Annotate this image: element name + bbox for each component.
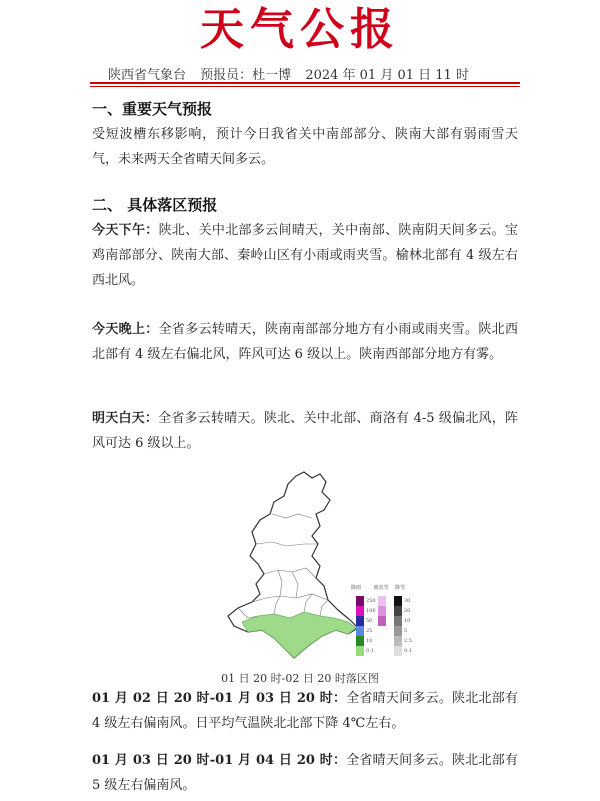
later-forecast-period: 01 月 03 日 20 时-01 月 04 日 20 时： (92, 753, 347, 768)
legend-snow-swatch (394, 596, 402, 606)
map-caption: 01 日 20 时-02 日 20 时落区图 (221, 672, 379, 685)
legend-rain-swatch (356, 646, 364, 656)
legend-rain-scale (356, 596, 364, 656)
legend-rain-swatch (356, 636, 364, 646)
page-title: 天气公报 (200, 4, 400, 55)
section-body-important: 受短波槽东移影响，预计今日我省关中南部部分、陕南大部有弱雨雪天气，未来两天全省晴天间多云。 (92, 127, 518, 167)
precipitation-map (208, 470, 418, 670)
legend-rain-tick: 250 (366, 598, 376, 604)
legend-snow-swatch (394, 646, 402, 656)
later-forecast-text: 全省晴天间多云。陕北北部有 4 级左右偏南风。日平均气温陕北北部下降 4℃左右。 (92, 691, 518, 731)
forecast-item (92, 406, 518, 456)
legend-mix-swatch (378, 606, 386, 616)
issuing-org: 陕西省气象台 (108, 68, 187, 83)
issue-datetime: 2024 年 01 月 01 日 11 时 (305, 68, 469, 83)
legend-snow-swatch (394, 636, 402, 646)
legend-snow-tick: 0.1 (404, 648, 412, 654)
legend-snow-swatch (394, 626, 402, 636)
legend-snow-tick: 20 (404, 608, 411, 614)
legend-mix-scale (378, 596, 386, 626)
later-forecast-item (92, 748, 518, 798)
legend-snow-swatch (394, 606, 402, 616)
legend-snow-tick: 10 (404, 618, 411, 624)
forecast-item-label: 明天白天： (92, 411, 159, 426)
legend-snow-scale (394, 596, 402, 656)
legend-rain-swatch (356, 616, 364, 626)
legend-rain-tick: 0.1 (366, 648, 374, 654)
legend-mix-swatch (378, 616, 386, 626)
legend-rain-heading: 降雨 (350, 585, 361, 591)
section-heading-detail: 二、 具体落区预报 (92, 196, 218, 214)
forecast-item-text: 全省多云转晴天，陕南南部部分地方有小雨或雨夹雪。陕北西北部有 4 级左右偏北风，阵风可达 6 级以上。陕南西部部分地方有雾。 (92, 322, 518, 362)
legend-snow-swatch (394, 616, 402, 626)
forecast-item-text: 陕北、关中北部多云间晴天，关中南部、陕南阴天间多云。宝鸡南部部分、陕南大部、秦岭山区有小雨或雨夹雪。榆林北部有 4 级左右西北风。 (92, 223, 518, 288)
legend-rain-tick: 25 (366, 628, 373, 634)
forecast-item (92, 317, 518, 367)
legend-snow-tick: 5 (404, 628, 408, 634)
header-divider (90, 82, 520, 84)
forecast-item-label: 今天下午： (92, 223, 159, 238)
legend-rain-tick: 100 (366, 608, 376, 614)
later-forecast-period: 01 月 02 日 20 时-01 月 03 日 20 时： (92, 691, 347, 706)
legend-rain-swatch (356, 606, 364, 616)
legend-rain-swatch (356, 626, 364, 636)
section-heading-important: 一、重要天气预报 (92, 100, 213, 118)
legend-mix-swatch (378, 596, 386, 606)
legend-snow-tick: 30 (404, 598, 411, 604)
forecaster: 预报员：杜一博 (200, 68, 292, 83)
legend-snow-tick: 2.5 (404, 638, 412, 644)
legend-rain-tick: 50 (366, 618, 373, 624)
later-forecast-item (92, 686, 518, 736)
bulletin-info-line (108, 64, 479, 83)
forecast-item (92, 218, 518, 293)
forecast-item-text: 全省多云转晴天。陕北、关中北部、商洛有 4-5 级偏北风，阵风可达 6 级以上。 (92, 411, 518, 451)
later-forecast-text: 全省晴天间多云。陕北北部有 5 级左右偏南风。 (92, 753, 518, 793)
legend-snow-heading: 降雪 (394, 585, 405, 591)
legend-mix-heading: 雨夹雪 (373, 585, 389, 591)
legend-rain-tick: 10 (366, 638, 373, 644)
forecast-item-label: 今天晚上： (92, 322, 159, 337)
legend-rain-swatch (356, 596, 364, 606)
header-divider-thin (90, 86, 520, 87)
